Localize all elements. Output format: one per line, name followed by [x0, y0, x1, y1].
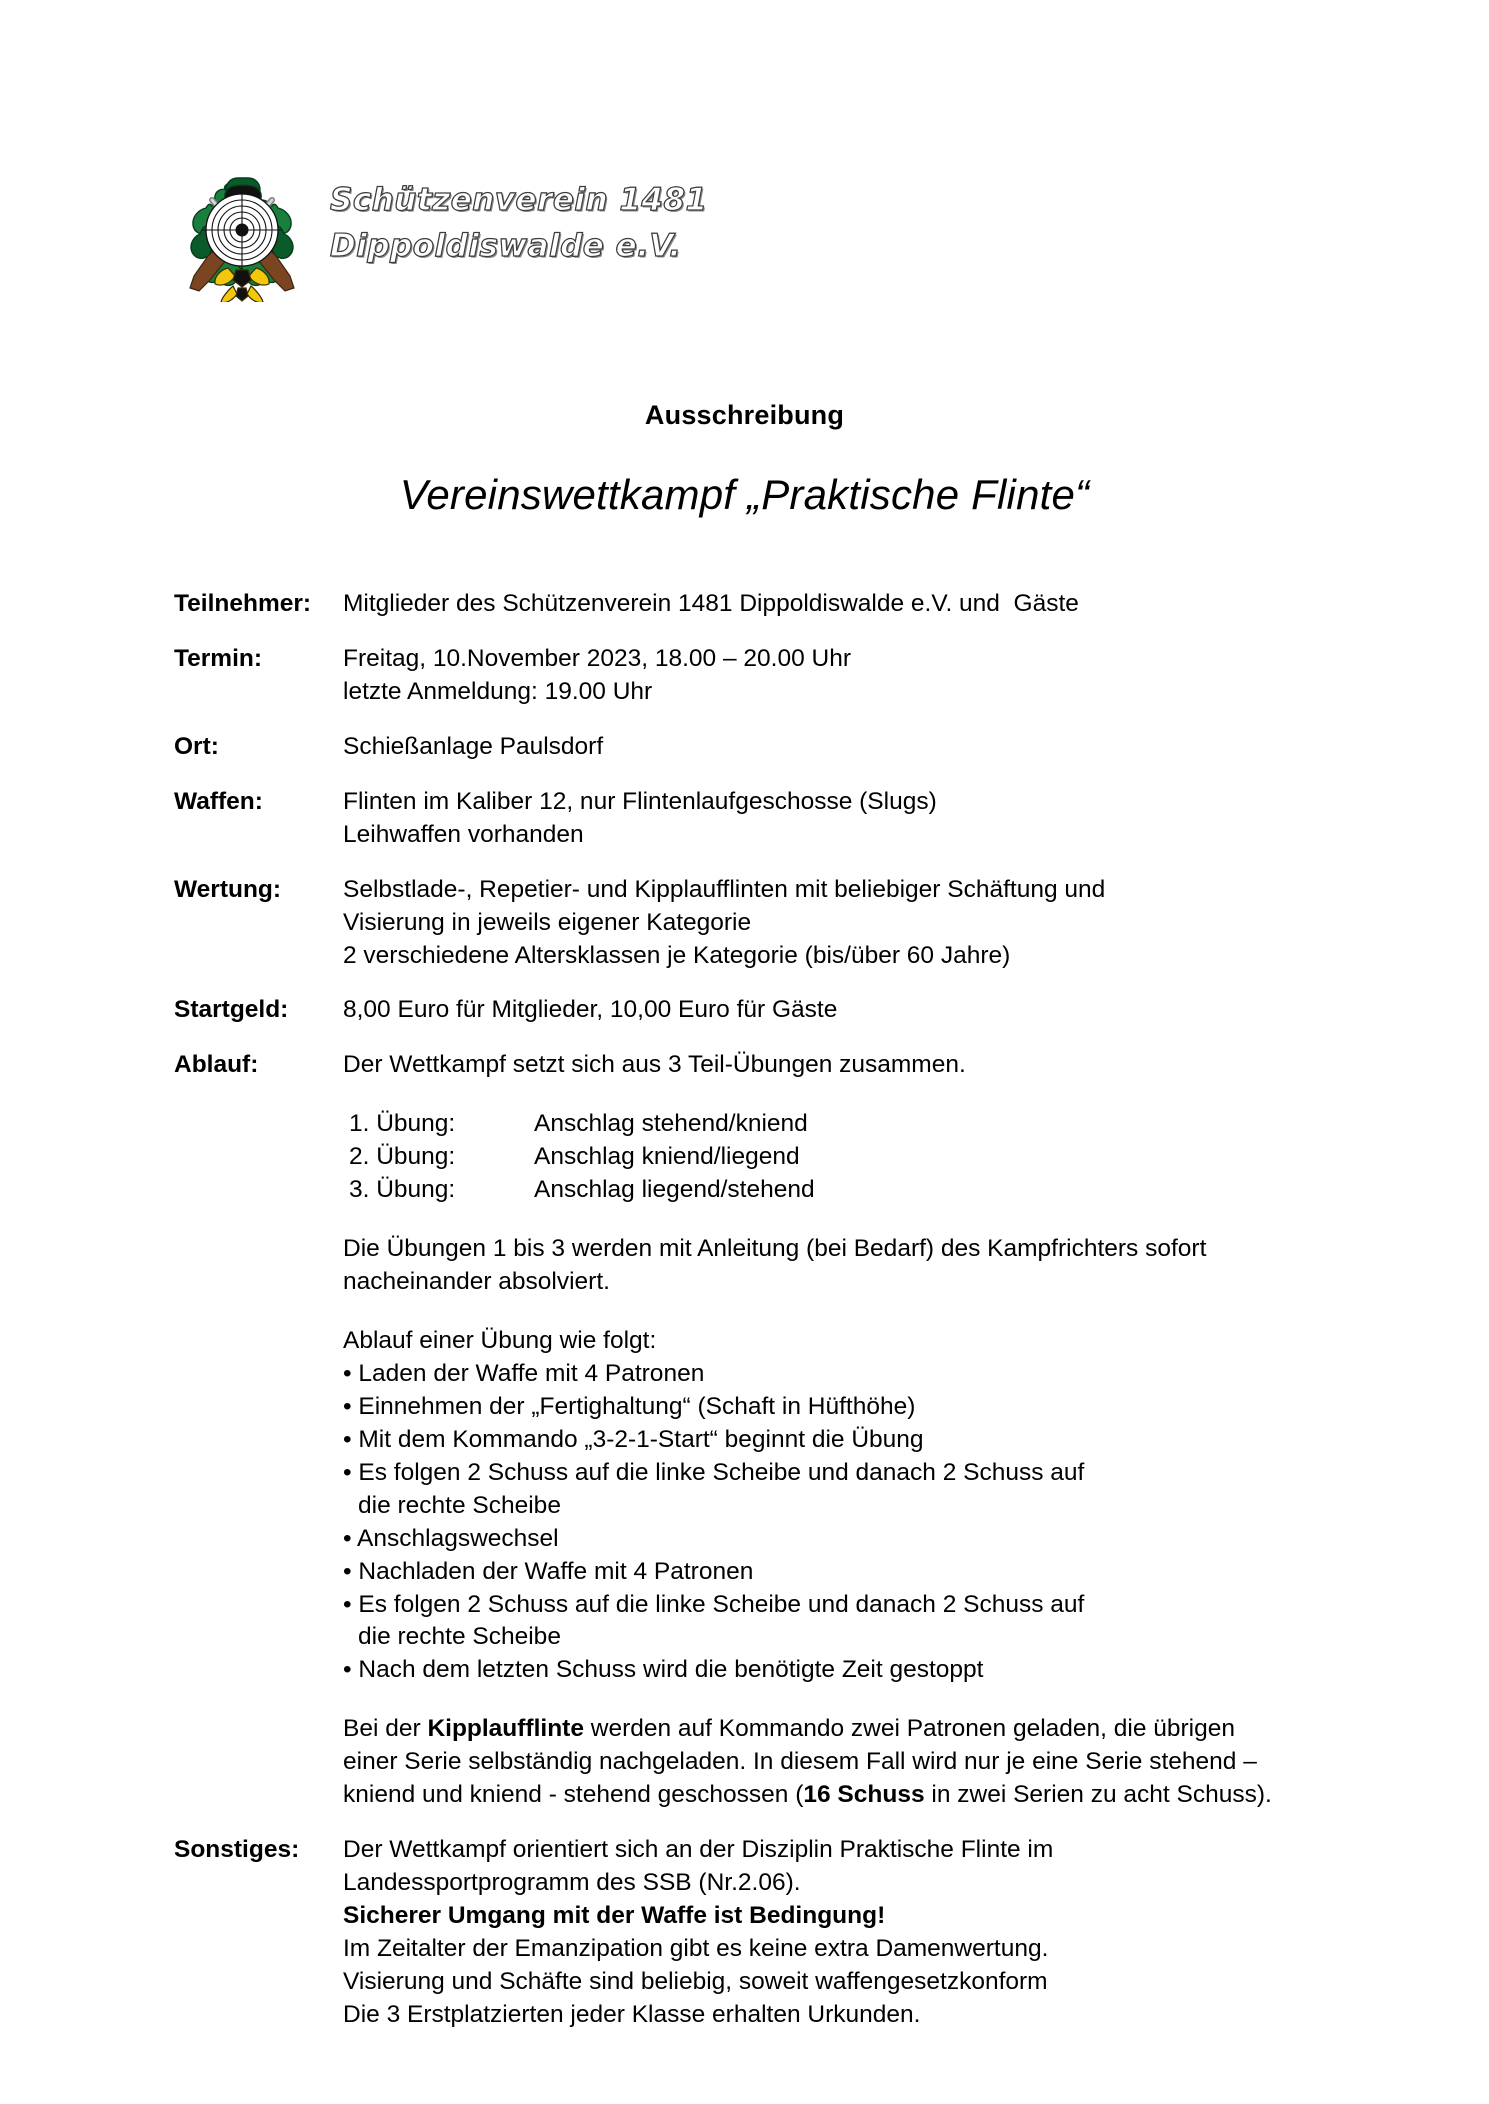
list-item: • Mit dem Kommando „3-2-1-Start“ beginnt die Übung	[343, 1425, 924, 1453]
spacer	[343, 1082, 1334, 1108]
row-wertung	[174, 874, 1334, 973]
row-teilnehmer	[174, 588, 1334, 621]
sequence-list	[343, 1325, 1334, 1687]
row-ablauf	[174, 1049, 1334, 1812]
exercise-row	[349, 1108, 1334, 1141]
document-subtitle: Ausschreibung	[644, 400, 845, 430]
text-emphasis: Sicherer Umgang mit der Waffe ist Bedingung!	[343, 1902, 886, 1929]
text-line: Freitag, 10.November 2023, 18.00 – 20.00 Uhr	[343, 644, 852, 672]
text-line: Mitglieder des Schützenverein 1481 Dippoldiswalde e.V. und Gäste	[343, 590, 1079, 617]
text-line: einer Serie selbständig nachgeladen. In diesem Fall wird nur je eine Serie stehend –	[343, 1748, 1257, 1776]
list-item: • Es folgen 2 Schuss auf die linke Scheibe und danach 2 Schuss auf	[343, 1458, 1085, 1486]
list-item: • Laden der Waffe mit 4 Patronen	[343, 1359, 705, 1387]
text-line: Die 3 Erstplatzierten jeder Klasse erhalten Urkunden.	[343, 2000, 921, 2028]
text-line: 8,00 Euro für Mitglieder, 10,00 Euro für Gäste	[343, 996, 838, 1024]
row-body-startgeld	[343, 994, 1334, 1027]
row-label-termin: Termin:	[174, 644, 263, 672]
row-body-wertung	[343, 874, 1334, 973]
ablauf-intro: Der Wettkampf setzt sich aus 3 Teil-Übungen zusammen.	[343, 1051, 966, 1079]
text-line: Selbstlade-, Repetier- und Kipplaufflinten mit beliebiger Schäftung und	[343, 875, 1106, 903]
exercise-desc: Anschlag kniend/liegend	[534, 1143, 800, 1171]
row-label-ablauf: Ablauf:	[174, 1051, 259, 1079]
text-line-bold	[343, 1900, 1334, 1933]
kipplaufflinte-note	[343, 1713, 1334, 1812]
row-startgeld	[174, 994, 1334, 1027]
row-label-sonstiges: Sonstiges:	[174, 1836, 300, 1864]
row-label-ort: Ort:	[174, 732, 219, 760]
list-item-continuation: die rechte Scheibe	[358, 1623, 561, 1651]
exercise-row	[349, 1141, 1334, 1174]
row-label-wertung: Wertung:	[174, 875, 282, 903]
row-body-teilnehmer	[343, 588, 1334, 621]
list-item: • Es folgen 2 Schuss auf die linke Scheibe und danach 2 Schuss auf	[343, 1590, 1085, 1618]
document-title: Vereinswettkampf „Praktische Flinte“	[399, 471, 1090, 518]
text-line: Visierung und Schäfte sind beliebig, soweit waffengesetzkonform	[343, 1967, 1048, 1995]
row-termin	[174, 643, 1334, 709]
spacer	[343, 1207, 1334, 1233]
text-fragment: in zwei Serien zu acht Schuss).	[924, 1781, 1272, 1809]
text-line: Schießanlage Paulsdorf	[343, 732, 604, 760]
text-line: Der Wettkampf orientiert sich an der Disziplin Praktische Flinte im	[343, 1836, 1054, 1864]
text-line: Flinten im Kaliber 12, nur Flintenlaufgeschosse (Slugs)	[343, 787, 937, 815]
text-line: Die Übungen 1 bis 3 werden mit Anleitung (bei Bedarf) des Kampfrichters sofort	[343, 1235, 1207, 1263]
text-line	[343, 1713, 1334, 1746]
row-body-sonstiges	[343, 1834, 1334, 2032]
row-body-waffen	[343, 786, 1334, 852]
row-waffen	[174, 786, 1334, 852]
exercise-desc: Anschlag liegend/stehend	[534, 1176, 815, 1204]
list-item: • Anschlagswechsel	[343, 1524, 559, 1552]
row-label-teilnehmer: Teilnehmer:	[174, 590, 312, 617]
row-label-startgeld: Startgeld:	[174, 996, 289, 1024]
exercise-name: 1. Übung:	[349, 1110, 456, 1138]
text-emphasis: Kipplaufflinte	[427, 1715, 584, 1743]
exercise-row	[349, 1174, 1334, 1207]
row-sonstiges	[174, 1834, 1334, 2032]
list-item: • Nach dem letzten Schuss wird die benötigte Zeit gestoppt	[343, 1656, 984, 1684]
exercise-table	[349, 1108, 1334, 1207]
list-item: • Einnehmen der „Fertighaltung“ (Schaft in Hüfthöhe)	[343, 1392, 916, 1420]
club-header	[172, 160, 708, 302]
list-item: • Nachladen der Waffe mit 4 Patronen	[343, 1557, 754, 1585]
shooting-club-crest-icon	[172, 160, 312, 302]
row-label-waffen: Waffen:	[174, 787, 263, 815]
list-item-continuation: die rechte Scheibe	[358, 1491, 561, 1519]
exercise-desc: Anschlag stehend/kniend	[534, 1110, 808, 1138]
text-fragment: Bei der	[343, 1715, 428, 1743]
text-line: nacheinander absolviert.	[343, 1268, 610, 1296]
text-line: Visierung in jeweils eigener Kategorie	[343, 908, 752, 936]
sequence-heading: Ablauf einer Übung wie folgt:	[343, 1327, 657, 1354]
spacer	[343, 1299, 1334, 1325]
text-emphasis: 16 Schuss	[803, 1781, 925, 1809]
row-body-ablauf	[343, 1049, 1334, 1812]
text-fragment: kniend und kniend - stehend geschossen (	[343, 1781, 804, 1809]
text-line: letzte Anmeldung: 19.00 Uhr	[343, 677, 653, 705]
text-line: Leihwaffen vorhanden	[343, 820, 584, 848]
document-body	[174, 588, 1334, 2032]
club-name-line-1: Schützenverein 1481	[330, 182, 708, 218]
exercise-name: 3. Übung:	[349, 1176, 456, 1204]
text-fragment: werden auf Kommando zwei Patronen geladen, die übrigen	[583, 1715, 1235, 1743]
club-name-line-2: Dippoldiswalde e.V.	[330, 228, 682, 265]
spacer	[343, 1687, 1334, 1713]
text-line: 2 verschiedene Altersklassen je Kategorie (bis/über 60 Jahre)	[343, 941, 1011, 969]
club-name-block	[330, 160, 708, 268]
text-line: Landessportprogramm des SSB (Nr.2.06).	[343, 1869, 801, 1897]
row-body-ort	[343, 731, 1334, 764]
row-body-termin	[343, 643, 1334, 709]
text-line	[343, 1779, 1334, 1812]
exercise-name: 2. Übung:	[349, 1143, 456, 1171]
row-ort	[174, 731, 1334, 764]
text-line: Im Zeitalter der Emanzipation gibt es keine extra Damenwertung.	[343, 1934, 1049, 1962]
